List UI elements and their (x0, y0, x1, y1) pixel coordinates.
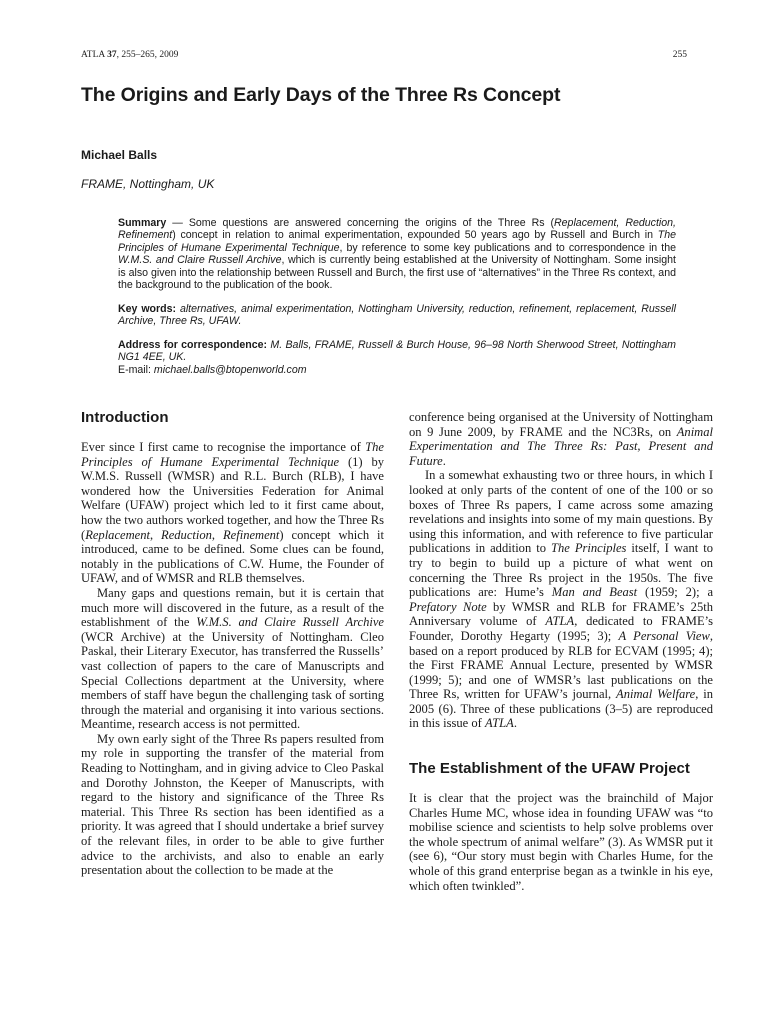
author-affiliation: FRAME, Nottingham, UK (81, 177, 215, 191)
summary-italic: The Principles of Humane Experimental Technique (118, 229, 676, 254)
left-column (81, 410, 384, 878)
address-label: Address for correspondence: (118, 339, 268, 351)
body-text: ) concept which it introduced, came to be defined. Some clues can be found, notably in the publications of C.W. Hume, the Founder of UFAW, and of WMSR and RLB themselves. (81, 527, 384, 586)
summary-text: ) concept in relation to animal experimentation, expounded 50 years ago by Russell and Burch in (172, 229, 658, 242)
summary-paragraph (118, 217, 676, 291)
keywords-label: Key words: (118, 303, 177, 315)
body-text: Ever since I first came to recognise the importance of (81, 440, 366, 454)
summary-italic: W.M.S. and Claire Russell Archive (118, 254, 282, 267)
running-head (81, 50, 687, 60)
body-italic: The Principles of Humane Experimental Technique (81, 440, 384, 469)
author-name: Michael Balls (81, 148, 158, 162)
body-text: (WCR Archive) at the University of Nottingham. Cleo Paskal, their Literary Executor, has transferred the Russells’ vast collection of papers to the care of Manuscripts and Special Collections department at the University, where members of staff have begun the challenging task of sorting through the material and organising it into various sections. Meantime, research access is not permitted. (81, 629, 384, 732)
body-italic: ATLA (545, 614, 575, 629)
body-text: , dedicated to FRAME’s Founder, Dorothy Hegarty (1995; 3); (409, 614, 713, 643)
body-paragraph: It is clear that the project was the brainchild of Major Charles Hume MC, whose idea in founding UFAW was “to mobilise science and scientists to help solve problems over the whole spectrum of animal welfare” (3). As WMSR put it (see 6), “Our story must begin with Charles Hume, for the whole of this grand enterprise began as a twinkle in his eye, which often twinkled”. (409, 791, 713, 893)
body-text: , based on a report produced by RLB for ECVAM (1995; 4); the First FRAME Annual Lecture, presented by WMSR (1999; 5); and one of WMSR’s last publications on the Three Rs, written for UFAW’s journal, (409, 628, 714, 702)
body-text: , (149, 527, 162, 542)
body-paragraph (409, 410, 713, 468)
body-italic: Man and Beast (551, 585, 638, 600)
body-italic: Animal Welfare (616, 687, 696, 702)
body-italic: W.M.S. and Claire Russell Archive (196, 615, 384, 630)
article-title: The Origins and Early Days of the Three Rs Concept (81, 84, 561, 106)
section-heading-introduction: Introduction (81, 409, 169, 426)
body-italic: Reduction (161, 527, 212, 542)
body-text: . (513, 716, 517, 731)
address-text: M. Balls, FRAME, Russell & Burch House, 96–98 North Sherwood Street, Nottingham NG1 4EE, UK. (118, 339, 676, 364)
body-italic: The Principles (551, 541, 627, 556)
body-text: itself, I want to try to begin to build up a picture of what went on concerning the Three Rs project in the 1950s. The five publications are: Hume’s (409, 541, 713, 600)
keywords-paragraph (118, 303, 676, 328)
page-number: 255 (672, 50, 687, 60)
body-paragraph (81, 440, 384, 586)
body-italic: Refinement (222, 527, 280, 542)
page-range: , 255–265, 2009 (116, 50, 179, 60)
volume-number: 37 (107, 50, 117, 60)
body-italic: ATLA (484, 716, 514, 731)
email-label: E-mail: (118, 363, 154, 376)
summary-text: Some questions are answered concerning the origins of the Three Rs ( (188, 217, 555, 229)
body-text: , in 2005 (6). Three of these publications (3–5) are reproduced in this issue of (409, 687, 713, 731)
body-text: (1) by W.M.S. Russell (WMSR) and R.L. Burch (RLB), I have wondered how the Universities Federation for Animal Welfare (UFAW) project which led to it first came about, how the two authors worked together, and how the Three Rs ( (81, 454, 384, 542)
keywords-text: alternatives, animal experimentation, Nottingham University, reduction, refinement, replacement, Russell Archive, Three Rs, UFAW. (118, 303, 676, 328)
body-paragraph (409, 468, 713, 731)
body-paragraph: My own early sight of the Three Rs papers resulted from my role in supporting the transfer of the material from Reading to Nottingham, and in giving advice to Cleo Paskal and Dorothy Johnston, the Keeper of Manuscripts, with regard to the history and significance of the Three Rs material. This Three Rs section has been identified as a priority. It was agreed that I should undertake a brief survey of the relevant files, in order to be able to give further advice to the archivists, and also to enable an early presentation about the collection to be made at the (81, 731, 384, 878)
summary-text: , by reference to some key publications and to correspondence in the (339, 241, 677, 254)
body-text: In a somewhat exhausting two or three hours, in which I looked at only parts of the content of one of the 100 or so boxes of Three Rs papers, I came across some amazing revelations and insights into some of my main questions. By using this information, and with reference to five particular publications in addition to (409, 468, 713, 556)
citation-line (81, 50, 178, 60)
summary-text: , which is currently being established at the University of Nottingham. Some insight is also given into the relationship between Russell and Burch, the first use of “alternatives” in the Three Rs context, and the background to the publication of the book. (118, 254, 676, 292)
summary-label: Summary (118, 217, 167, 229)
body-text: Many gaps and questions remain, but it is certain that much more will discovered in the future, as a result of the establishment of the (81, 585, 384, 630)
right-column (409, 410, 713, 893)
body-paragraph (81, 586, 384, 732)
body-italic: Animal Experimentation and The Three Rs: Past, Present and Future (409, 424, 713, 468)
summary-dash: — (166, 217, 189, 229)
body-text: , (211, 527, 223, 542)
body-italic: Replacement (85, 527, 150, 542)
section-heading-ufaw: The Establishment of the UFAW Project (409, 760, 690, 778)
body-italic: A Personal View (618, 628, 710, 643)
email-address[interactable]: michael.balls@btopenworld.com (153, 363, 307, 376)
body-text: (1959; 2); a (637, 585, 714, 600)
body-italic: Prefatory Note (409, 599, 487, 614)
summary-italic: Replacement, Reduction, Refinement (118, 217, 676, 242)
body-text: by WMSR and RLB for FRAME’s 25th Anniversary volume of (409, 599, 713, 629)
journal-name: ATLA (81, 50, 105, 60)
correspondence-address (118, 339, 676, 376)
body-text: conference being organised at the University of Nottingham on 9 June 2009, by FRAME and the NC3Rs, on (409, 410, 713, 439)
body-text: . (442, 453, 446, 468)
